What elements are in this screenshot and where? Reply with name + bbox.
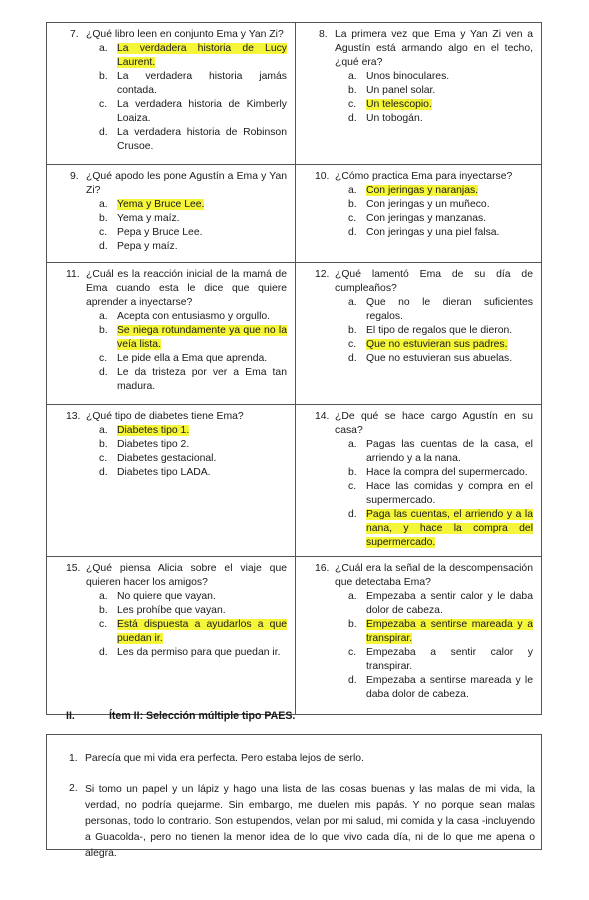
question-cell [47, 557, 296, 715]
option-text [117, 618, 287, 646]
option-letter: d. [348, 509, 357, 520]
option-text [117, 98, 287, 126]
question [55, 170, 287, 198]
option-label: Un tobogán. [366, 113, 423, 124]
paragraph-text: Parecía que mi vida era perfecta. Pero estaba lejos de serlo. [85, 753, 364, 764]
option-label: Diabetes tipo 2. [117, 439, 190, 450]
option-text [366, 646, 533, 674]
question-number: 15. [66, 563, 81, 574]
answer-option-highlighted [99, 618, 287, 646]
option-label: La verdadera historia jamás contada. [117, 71, 287, 96]
option-letter: d. [99, 467, 108, 478]
option-text [117, 198, 287, 212]
option-letter: b. [99, 605, 108, 616]
option-letter: b. [348, 467, 357, 478]
option-letter: a. [99, 425, 108, 436]
option-label: Hace la compra del supermercado. [366, 467, 528, 478]
option-letter: a. [348, 71, 357, 82]
option-text [366, 508, 533, 550]
answer-option-highlighted [99, 324, 287, 352]
option-text [117, 604, 287, 618]
question-number: 10. [315, 171, 330, 182]
option-letter: c. [99, 353, 108, 364]
answer-options [55, 42, 287, 154]
question-text: ¿Qué libro leen en conjunto Ema y Yan Zi? [86, 29, 284, 40]
option-label: Que no le dieran suficientes regalos. [366, 297, 533, 322]
option-letter: a. [99, 311, 108, 322]
question-row [47, 165, 542, 263]
option-text [366, 70, 533, 84]
paragraph-number: 2. [69, 783, 78, 794]
answer-option [99, 212, 287, 226]
answer-options [304, 184, 533, 240]
option-text [366, 212, 533, 226]
option-letter: a. [348, 439, 357, 450]
answer-option [99, 646, 287, 660]
answer-option-highlighted [99, 42, 287, 70]
option-letter: a. [99, 591, 108, 602]
answer-option [99, 604, 287, 618]
option-text [117, 70, 287, 98]
answer-option [348, 84, 533, 98]
question-text: ¿Qué lamentó Ema de su día de cumpleaños? [335, 269, 533, 294]
answer-option [99, 590, 287, 604]
answer-options [304, 438, 533, 550]
option-label: Con jeringas y manzanas. [366, 213, 487, 224]
question-number: 14. [315, 411, 330, 422]
question-cell [296, 23, 542, 165]
question-text: ¿Cuál es la reacción inicial de la mamá de Ema cuando esta le dice que quiere aprender a inyectarse? [86, 269, 287, 308]
question-cell [47, 165, 296, 263]
option-letter: c. [99, 619, 108, 630]
paragraph-number: 1. [69, 753, 78, 764]
option-text [117, 438, 287, 452]
question-cell [47, 405, 296, 557]
option-label: Diabetes tipo LADA. [117, 467, 211, 478]
question [304, 28, 533, 70]
question-row [47, 557, 542, 715]
question-text: ¿Cuál era la señal de la descompensación que detectaba Ema? [335, 563, 533, 588]
answer-option [99, 240, 287, 254]
answer-option [348, 212, 533, 226]
highlighted-answer: Que no estuvieran sus padres. [366, 339, 508, 350]
answer-option [348, 296, 533, 324]
option-text [366, 338, 533, 352]
passage-paragraph [69, 782, 535, 862]
highlighted-answer: Se niega rotundamente ya que no la veía lista. [117, 325, 287, 350]
answer-options [55, 424, 287, 480]
option-letter: d. [348, 675, 357, 686]
option-text [366, 296, 533, 324]
answer-options [304, 590, 533, 702]
answer-option [348, 226, 533, 240]
option-letter: d. [348, 113, 357, 124]
answer-option [348, 480, 533, 508]
answer-option-highlighted [348, 98, 533, 112]
question [55, 562, 287, 590]
question-cell [47, 23, 296, 165]
answer-option-highlighted [348, 184, 533, 198]
option-label: Empezaba a sentir calor y le daba dolor de cabeza. [366, 591, 533, 616]
option-text [117, 240, 287, 254]
option-letter: c. [348, 339, 357, 350]
option-label: Pagas las cuentas de la casa, el arriendo y a la nana. [366, 439, 533, 464]
option-letter: d. [348, 227, 357, 238]
answer-option [348, 198, 533, 212]
option-text [117, 42, 287, 70]
answer-option-highlighted [348, 508, 533, 550]
highlighted-answer: Con jeringas y naranjas. [366, 185, 479, 196]
option-letter: b. [99, 325, 108, 336]
option-text [366, 184, 533, 198]
answer-option [348, 324, 533, 338]
question-number: 9. [70, 171, 79, 182]
answer-options [55, 310, 287, 394]
option-letter: b. [348, 619, 357, 630]
option-text [366, 590, 533, 618]
option-label: Diabetes gestacional. [117, 453, 217, 464]
highlighted-answer: Empezaba a sentirse mareada y a transpirar. [366, 619, 533, 644]
option-text [117, 424, 287, 438]
answer-option [99, 126, 287, 154]
section-heading [66, 709, 295, 723]
question-number: 8. [319, 29, 328, 40]
question-text: ¿De qué se hace cargo Agustín en su casa? [335, 411, 533, 436]
answer-options [55, 198, 287, 254]
answer-option-highlighted [99, 198, 287, 212]
option-letter: d. [99, 367, 108, 378]
option-letter: d. [348, 353, 357, 364]
highlighted-answer: La verdadera historia de Lucy Laurent. [117, 43, 287, 68]
question-cell [296, 263, 542, 405]
question [55, 268, 287, 310]
option-text [366, 352, 533, 366]
option-label: Unos binoculares. [366, 71, 450, 82]
question-cell [296, 405, 542, 557]
option-text [366, 674, 533, 702]
question-text: ¿Cómo practica Ema para inyectarse? [335, 171, 513, 182]
answer-option [348, 112, 533, 126]
option-text [117, 126, 287, 154]
answer-option [348, 466, 533, 480]
option-letter: b. [348, 85, 357, 96]
option-letter: b. [348, 199, 357, 210]
option-label: No quiere que vayan. [117, 591, 216, 602]
answer-option [348, 70, 533, 84]
highlighted-answer: Paga las cuentas, el arriendo y a la nana, y hace la compra del supermercado. [366, 509, 533, 548]
option-text [366, 618, 533, 646]
reading-passage-box [46, 734, 542, 859]
option-text [117, 646, 287, 660]
option-letter: c. [99, 227, 108, 238]
question [304, 410, 533, 438]
option-text [366, 112, 533, 126]
option-label: Que no estuvieran sus abuelas. [366, 353, 513, 364]
option-letter: a. [348, 591, 357, 602]
option-label: Un panel solar. [366, 85, 436, 96]
option-text [117, 310, 287, 324]
answer-option [348, 646, 533, 674]
option-letter: c. [348, 647, 357, 658]
option-letter: a. [99, 43, 108, 54]
option-text [117, 352, 287, 366]
answer-option [99, 310, 287, 324]
question-text: ¿Qué piensa Alicia sobre el viaje que quieren hacer los amigos? [86, 563, 287, 588]
option-text [366, 98, 533, 112]
option-text [117, 324, 287, 352]
option-label: Acepta con entusiasmo y orgullo. [117, 311, 271, 322]
option-text [117, 452, 287, 466]
option-letter: b. [99, 71, 108, 82]
question [55, 410, 287, 424]
question [304, 562, 533, 590]
option-letter: c. [348, 99, 357, 110]
option-label: Empezaba a sentir calor y transpirar. [366, 647, 533, 672]
option-text [117, 212, 287, 226]
answer-options [55, 590, 287, 660]
answer-option-highlighted [99, 424, 287, 438]
option-label: El tipo de regalos que le dieron. [366, 325, 513, 336]
answer-option [99, 366, 287, 394]
question-number: 16. [315, 563, 330, 574]
option-label: Les prohíbe que vayan. [117, 605, 226, 616]
option-letter: c. [348, 481, 357, 492]
option-letter: b. [99, 213, 108, 224]
question-row [47, 23, 542, 165]
questions-table [46, 22, 542, 715]
option-label: Empezaba a sentirse mareada y le daba dolor de cabeza. [366, 675, 533, 700]
option-text [366, 438, 533, 466]
question-cell [47, 263, 296, 405]
highlighted-answer: Yema y Bruce Lee. [117, 199, 205, 210]
option-label: Pepa y Bruce Lee. [117, 227, 203, 238]
option-letter: d. [99, 241, 108, 252]
answer-option [99, 438, 287, 452]
highlighted-answer: Está dispuesta a ayudarlos a que puedan ir. [117, 619, 287, 644]
option-letter: b. [99, 439, 108, 450]
option-letter: a. [348, 297, 357, 308]
option-letter: c. [99, 99, 108, 110]
answer-option [99, 98, 287, 126]
option-label: Yema y maíz. [117, 213, 180, 224]
paragraph-text: Si tomo un papel y un lápiz y hago una lista de las cosas buenas y las malas de mi vida, la verdad, no podría quejarme. Sin embargo, me duelen mis papás. Y no porque sean malas personas, todo lo contrario. Son estupendos, velan por mi salud, mi comida y la casa -incluyendo a Guacolda-, pero no tienen la menor idea de lo que vivo cada día, ni de lo que me apena o alegra. [85, 784, 535, 859]
question-row [47, 263, 542, 405]
answer-options [304, 70, 533, 126]
option-letter: b. [348, 325, 357, 336]
option-label: Hace las comidas y compra en el supermercado. [366, 481, 533, 506]
question-number: 12. [315, 269, 330, 280]
option-letter: c. [99, 453, 108, 464]
option-text [366, 84, 533, 98]
answer-option [99, 70, 287, 98]
question-number: 11. [66, 269, 80, 280]
option-text [366, 324, 533, 338]
option-text [366, 198, 533, 212]
section-number: II. [66, 710, 75, 722]
option-text [366, 226, 533, 240]
section-title: Ítem II: Selección múltiple tipo PAES. [108, 710, 296, 722]
option-label: Le pide ella a Ema que aprenda. [117, 353, 268, 364]
option-label: Les da permiso para que puedan ir. [117, 647, 281, 658]
answer-option [348, 674, 533, 702]
question-number: 7. [70, 29, 79, 40]
option-letter: a. [348, 185, 357, 196]
question-cell [296, 165, 542, 263]
option-letter: c. [348, 213, 357, 224]
question [304, 170, 533, 184]
question [304, 268, 533, 296]
question-text: ¿Qué apodo les pone Agustín a Ema y Yan Zi? [86, 171, 287, 196]
passage-paragraph [69, 752, 535, 766]
option-label: La verdadera historia de Robinson Crusoe. [117, 127, 287, 152]
answer-option [99, 466, 287, 480]
answer-option [348, 438, 533, 466]
option-letter: d. [99, 127, 108, 138]
answer-option [348, 590, 533, 618]
option-label: Pepa y maíz. [117, 241, 178, 252]
question [55, 28, 287, 42]
highlighted-answer: Un telescopio. [366, 99, 432, 110]
answer-option-highlighted [348, 618, 533, 646]
option-label: Con jeringas y un muñeco. [366, 199, 490, 210]
highlighted-answer: Diabetes tipo 1. [117, 425, 190, 436]
option-letter: d. [99, 647, 108, 658]
option-letter: a. [99, 199, 108, 210]
option-label: La verdadera historia de Kimberly Loaiza. [117, 99, 287, 124]
option-text [117, 466, 287, 480]
option-label: Le da tristeza por ver a Ema tan madura. [117, 367, 287, 392]
answer-option [99, 226, 287, 240]
question-row [47, 405, 542, 557]
option-text [117, 226, 287, 240]
option-label: Con jeringas y una piel falsa. [366, 227, 500, 238]
answer-option-highlighted [348, 338, 533, 352]
question-number: 13. [66, 411, 81, 422]
question-text: La primera vez que Ema y Yan Zi ven a Agustín está armando algo en el techo, ¿qué era? [335, 29, 533, 68]
question-cell [296, 557, 542, 715]
question-text: ¿Qué tipo de diabetes tiene Ema? [86, 411, 244, 422]
option-text [366, 466, 533, 480]
answer-options [304, 296, 533, 366]
answer-option [348, 352, 533, 366]
option-text [117, 590, 287, 604]
option-text [117, 366, 287, 394]
answer-option [99, 352, 287, 366]
option-text [366, 480, 533, 508]
answer-option [99, 452, 287, 466]
